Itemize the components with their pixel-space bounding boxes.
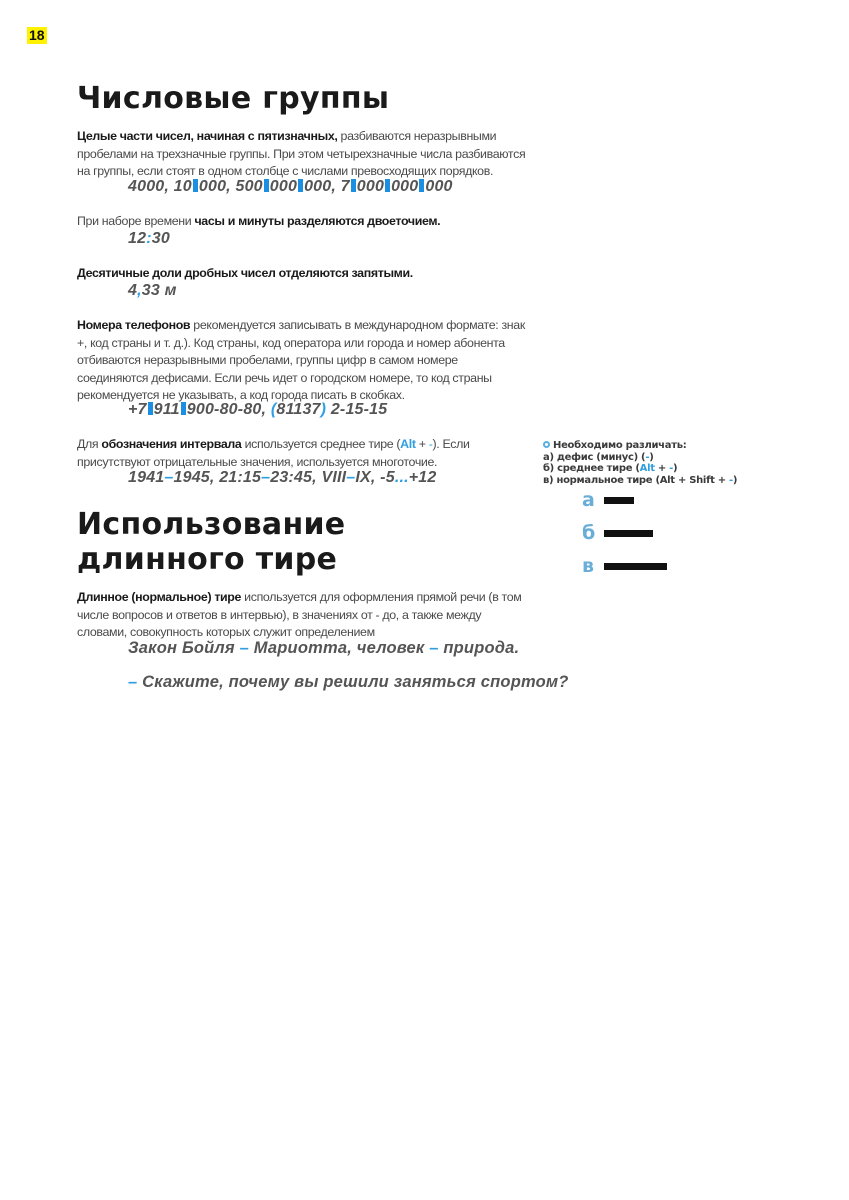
example-interval	[128, 468, 437, 487]
key-alt: Alt	[639, 463, 655, 474]
paragraph-decimals	[77, 265, 529, 283]
title-line: длинного тире	[77, 542, 338, 577]
note-text: в) нормальное тире (Alt + Shift +	[543, 474, 730, 486]
body-text: Для	[77, 437, 102, 451]
key-minus: -	[428, 437, 433, 451]
example-text: 000	[425, 178, 453, 195]
nbsp-marker-icon	[419, 179, 424, 192]
bold-rule: часы и минуты разделяются двоеточием.	[194, 214, 441, 228]
example-minutes: 30	[151, 230, 170, 247]
example-text: 000, 7	[304, 178, 350, 195]
note-line-hyphen	[543, 452, 737, 464]
note-heading-row	[543, 440, 737, 452]
section-title-em-dash	[77, 507, 345, 577]
example-text: +7	[128, 401, 147, 418]
example-text: 900-80-80,	[186, 401, 271, 418]
nbsp-marker-icon	[298, 179, 303, 192]
em-dash: –	[239, 639, 249, 657]
bold-lead: Номера телефонов	[77, 318, 191, 332]
example-hours: 12	[128, 230, 147, 247]
example-frac: 33 м	[141, 282, 177, 299]
body-text: ). Если присутствуют отрицательные значения, используется многоточие.	[77, 437, 470, 469]
example-text: природа.	[438, 639, 520, 657]
body-text: используется среднее тире (	[241, 437, 401, 451]
note-text: )	[673, 463, 678, 474]
example-phone	[128, 400, 387, 419]
example-number-groups	[128, 177, 453, 196]
example-direct-speech	[128, 673, 569, 692]
note-text: +	[654, 463, 670, 474]
paragraph-time	[77, 213, 529, 231]
note-text: )	[732, 474, 738, 486]
example-text: 000	[391, 178, 419, 195]
body-text: разбиваются неразрывными пробелами на трехзначные группы. При этом четырехзначные числа разбиваются на группы, если стоят в одном столбце с числами превосходящих порядков.	[77, 129, 526, 178]
example-int: 4	[128, 282, 138, 299]
example-time	[128, 229, 170, 248]
example-text: 1945, 21:15	[173, 469, 262, 486]
key-alt: Alt	[400, 437, 416, 451]
dash-label: б	[582, 522, 596, 544]
example-comma: ,	[137, 282, 142, 299]
bold-rule: Десятичные доли дробных чисел отделяются запятыми.	[77, 266, 413, 280]
dash-label: а	[582, 489, 595, 511]
example-text: Мариотта, человек	[248, 639, 430, 657]
example-text: 4000, 10	[128, 178, 192, 195]
note-text: б) среднее тире (	[543, 463, 640, 474]
paragraph-phones	[77, 317, 529, 405]
example-text: +12	[408, 469, 437, 486]
bold-lead: Длинное (нормальное) тире	[77, 590, 242, 604]
example-boyle	[128, 639, 519, 658]
body-text: При наборе времени	[77, 214, 195, 228]
city-code: 81137	[276, 401, 321, 418]
example-text: IX, -5	[355, 469, 395, 486]
title-line: Использование	[77, 507, 346, 542]
bold-term: обозначения интервала	[101, 437, 242, 451]
section-title-number-groups: Числовые группы	[77, 81, 390, 116]
example-text: 911	[153, 401, 180, 418]
example-text: 000	[269, 178, 298, 195]
en-dash: –	[346, 469, 356, 486]
body-text: используется для оформления прямой речи (в том числе вопросов и ответов в интервью), в значениях от - до, а также между словами, совокупность которых служит определением	[77, 590, 522, 639]
example-text: 23:45, VIII	[270, 469, 347, 486]
nbsp-marker-icon	[385, 179, 390, 192]
example-text: 000	[356, 178, 385, 195]
dash-sample-em	[582, 556, 667, 576]
note-text: а) дефис (минус) (	[543, 451, 646, 463]
nbsp-marker-icon	[351, 179, 356, 192]
nbsp-marker-icon	[148, 402, 153, 415]
bullet-icon	[543, 441, 550, 448]
example-colon: :	[146, 230, 152, 247]
page-number: 18	[29, 27, 45, 43]
sidebar-note	[543, 440, 737, 486]
em-dash: –	[429, 639, 439, 657]
note-line-en-dash	[543, 463, 737, 475]
paragraph-em-dash	[77, 589, 529, 642]
hyphen-bar	[604, 497, 634, 504]
plus-sign: +	[415, 437, 429, 451]
em-dash: –	[128, 673, 138, 691]
example-text: 000, 500	[198, 178, 263, 195]
dash-sample-hyphen	[582, 490, 634, 510]
example-text: Закон Бойля	[128, 639, 240, 657]
example-text: Скажите, почему вы решили заняться спортом?	[137, 673, 569, 691]
example-text: 2-15-15	[326, 401, 388, 418]
paren-close: )	[320, 401, 327, 418]
nbsp-marker-icon	[181, 402, 186, 415]
nbsp-marker-icon	[264, 179, 269, 192]
example-decimal	[128, 281, 177, 300]
key-minus: -	[645, 451, 650, 463]
body-text: рекомендуется записывать в международном формате: знак +, код страны и т. д.). Код страны, код оператора или города и номер абонента отбиваются неразрывными пробелами, группы цифр в самом номере соединяются дефисами. Если речь идет о городском номере, то код страны рекомендуется не указывать, а код города писать в скобках.	[77, 318, 525, 402]
example-text: 1941	[128, 469, 165, 486]
paren-open: (	[270, 401, 277, 418]
en-dash: –	[164, 469, 174, 486]
paragraph-interval	[77, 436, 529, 471]
dash-sample-en	[582, 523, 653, 543]
note-text: )	[649, 451, 654, 463]
note-heading: Необходимо различать:	[553, 440, 687, 451]
key-minus: -	[729, 474, 733, 486]
dash-label: в	[582, 555, 595, 577]
key-minus: -	[669, 463, 674, 474]
em-dash-bar	[604, 563, 667, 570]
en-dash-bar	[604, 530, 653, 537]
paragraph-number-groups	[77, 128, 529, 181]
bold-lead: Целые части чисел, начиная с пятизначных,	[77, 129, 338, 143]
nbsp-marker-icon	[193, 179, 198, 192]
en-dash: –	[261, 469, 271, 486]
note-line-em-dash	[543, 475, 737, 487]
ellipsis: ...	[394, 469, 409, 486]
